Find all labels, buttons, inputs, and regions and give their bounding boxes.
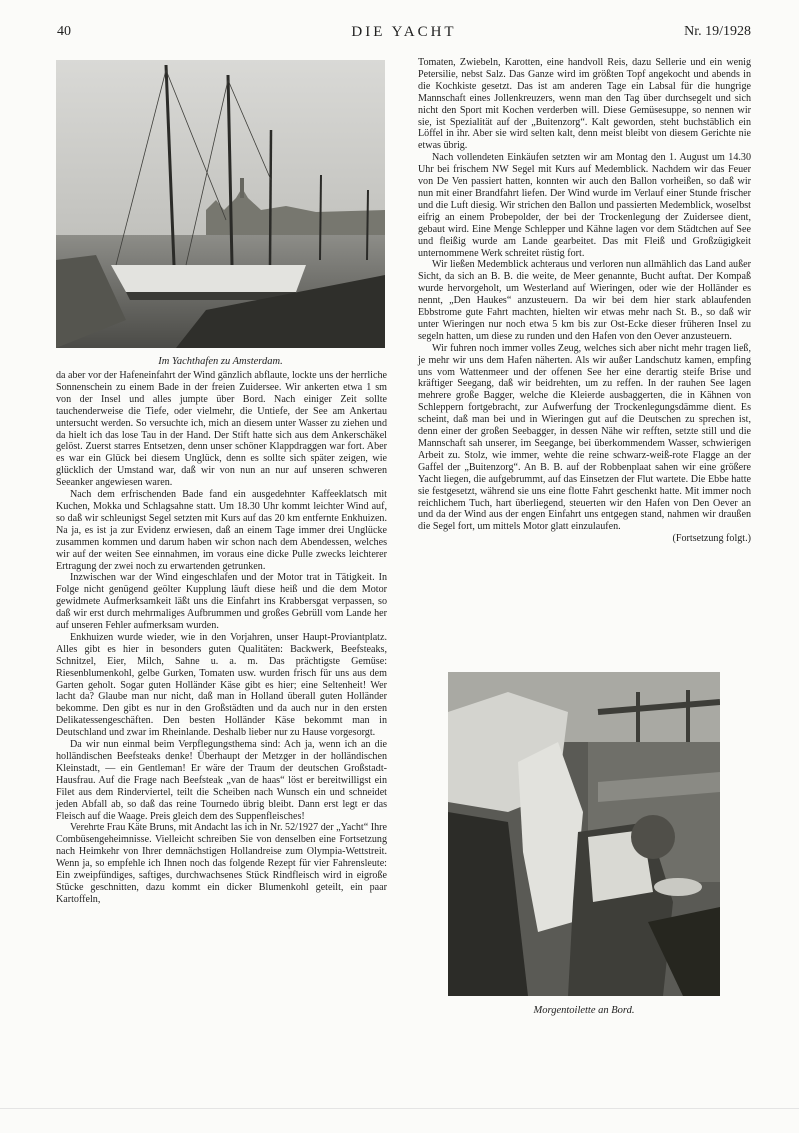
paragraph: Wir ließen Medemblick achteraus und verloren nun allmählich das Land außer Sicht, da sich an B. B. die weite, de Meer genannte, Bucht auftat. Der Kompaß wurde hervorgeholt, um Westerland auf Wieringen, oder wie der Holländer es nennt, „Den Haukes“ anzusteuern. Da wir bei dem hier stark ablaufenden Ebbstrome gute Fahrt machten, hielten wir etwas mehr nach St. B., so daß wir unter Wieringen nur noch etwa 5 km bis zur Ost-Ecke dieser früheren Insel zu segeln hatten, um diese zu runden und den Hafen von den Oever anzusteuern. (418, 259, 751, 342)
harbour-illustration (56, 60, 385, 348)
page-header (57, 24, 751, 44)
paragraph: Enkhuizen wurde wieder, wie in den Vorjahren, unser Haupt-Proviantplatz. Alles gibt es hier in besonders guten Qualitäten: Backwerk, Beefsteaks, Schnitzel, Eier, Milch, Sahne u. a. m. Das prächtigste Gemüse: Riesenblumenkohl, gelbe Gurken, Tomaten usw. wurden frisch für uns aus dem Garten geholt. Sogar guten Holländer Käse gibt es hier; eine Seltenheit! Wer lacht da? Glaube man nur nicht, daß man in Holland überall guten Holländer bekomme. Den gibt es nur in den Großstädten und da auch nur in den ersten Delikatessengeschäften. Den besten Holländer Käse bekommt man in Deutschland und zwar im Rheinlande. Deshalb lieber nur zu Hause vorgesorgt. (56, 631, 387, 739)
amsterdam-photo-caption: Im Yachthafen zu Amsterdam. (158, 356, 283, 367)
amsterdam-harbour-photo (56, 60, 385, 348)
continued-note: (Fortsetzung folgt.) (672, 533, 751, 545)
paragraph: da aber vor der Hafeneinfahrt der Wind gänzlich abflaute, lockte uns der herrliche Sonnenschein zu einem Bade in der freien Zuidersee. Wir ankerten etwa 1 sm von der Insel und alles jumpte über Bord. Nach einiger Zeit sollte tauchenderweise die Tiefe, oder vielmehr, die Untiefe, der See am Ankertau untersucht werden. So versuchte ich, mich an diesem unter Wasser zu ziehen und da hielt ich das lose Tau in der Hand. Der Stift hatte sich aus dem Ankerschäkel gelöst. Zuerst starres Entsetzen, denn unser schöner Klappdraggen war fort. Aber es war ein Glück bei diesem Unglück, denn es sollte sich später zeigen, wie glücklich der Umstand war, daß wir von nun an nur auf unseren schweren Seeanker angewiesen waren. (56, 370, 387, 489)
right-column (418, 57, 751, 545)
paragraph: Nach dem erfrischenden Bade fand ein ausgedehnter Kaffeeklatsch mit Kuchen, Mokka und Schlagsahne statt. Um 18.30 Uhr kommt leichter Wind auf, so daß wir schleunigst Segel setzten mit Kurs auf das 20 km entfernte Enkhuizen. Na ja, es ist ja zur Evidenz erwiesen, daß an einem Tage immer drei Unglücke zusammen kommen und darum haben wir schon nach dem Abendessen, welches wir auf der weiten See einnahmen, im voraus eine dicke Pulle zwecks leichterer Ertragung der zwei noch zu erwartenden getrunken. (56, 489, 387, 572)
bottom-rule (0, 1108, 799, 1109)
paragraph: Verehrte Frau Käte Bruns, mit Andacht las ich in Nr. 52/1927 der „Yacht“ Ihre Combüsengeheimnisse. Vielleicht schreiben Sie von denselben eine Fortsetzung nach Heimkehr von Ihrer demnächstigen Hollandreise zum Olympia-Wettstreit. Wenn ja, so empfehle ich Ihnen noch das folgende Rezept für vier Fahrensleute: Ein zweipfündiges, saftiges, durchwachsenes Stück Rindfleisch wird in eigroße Stücke geschnitten, dazu kommt ein dicker Blumenkohl geteilt, ein paar Kartoffeln, (56, 822, 387, 905)
paragraph: Inzwischen war der Wind eingeschlafen und der Motor trat in Tätigkeit. In Folge nicht genügend geölter Kupplung läuft diese heiß und die dem Motor gewidmete Aufmerksamkeit läßt uns die Einfahrt ins Krabbersgat verpassen, so daß wir erst durch mehrmaliges Aufbrummen und großes Gebrüll vom Lande her auf unseren Fehler aufmerksam wurden. (56, 572, 387, 632)
paragraph: Nach vollendeten Einkäufen setzten wir am Montag den 1. August um 14.30 Uhr bei frischem NW Segel mit Kurs auf Medemblick. Nachdem wir das Feuer von De Ven passiert hatten, konnten wir auch den Ballon vorheißen, so daß wir nun mit einer Brandfahrt liefen. Der Wind wurde im Verlauf einer Stunde frischer und die Luft diesig. Wir strichen den Ballon und passierten Medemblick, woselbst eifrig an einem Probepolder, der bei der Trockenlegung der Zuidersee dient, gebaut wird. Eine Menge Schlepper und Kähne lagen vor dem Städtchen auf See und fleißig wurde am Lande gearbeitet. Das mit Fleiß und Großzügigkeit unternommene Werk schreitet rüstig fort. (418, 152, 751, 259)
page-number: 40 (57, 24, 71, 39)
paragraph: Da wir nun einmal beim Verpflegungsthema sind: Ach ja, wenn ich an die holländischen Beefsteaks denke! Überhaupt der Metzger in der holländischen Kleinstadt, — ein Gentleman! Er wäre der Traum der deutschen Großstadt-Hausfrau. Auf die Frage nach Beefsteak „van de haas“ löst er bereitwilligst ein Filet aus dem Rinderviertel, teilt die Scheiben nach Wunsch ein und schneidet jeden Abfall ab, so daß das reine Tournedo übrig bleibt. Dann erst legt er das Fleisch auf die Waage. Preis gleich dem des Suppenfleisches! (56, 739, 387, 822)
issue-number: Nr. 19/1928 (684, 24, 751, 39)
magazine-title: DIE YACHT (351, 24, 457, 40)
toilette-photo-caption: Morgentoilette an Bord. (533, 1005, 635, 1016)
paragraph: Wir fuhren noch immer volles Zeug, welches sich aber nicht mehr tragen ließ, je mehr wir uns dem Hafen näherten. Als wir außer Landschutz kamen, empfing uns vom Wattenmeer und der offenen See her eine derartig steife Brise und kräftiger Seegang, daß wir beidrehten, um zu reffen. In der rauhen See lagen mehrere große Bagger, welche die Kleierde ausbaggerten, die in Kähnen von Schleppern fortgebracht, zur Aufwerfung der Trockenlegungsdämme dient. Es scheint, daß man bei und in Wieringen gut auf die Deutschen zu sprechen ist, denn einer der großen Seebagger, in dessen Nähe wir refften, setzte still und die Mannschaft sah unserer, im Seegange, bei überkommendem Wasser, schwierigen Arbeit zu. Stolz, wie immer, wehte die reine schwarz-weiß-rote Flagge an der Gaffel der „Buitenzorg“. An B. B. auf der Robbenplaat sahen wir eine größere Yacht liegen, die aufgebrummt, auf das Einsetzen der Flut wartete. Die Ebbe hatte sie festgesetzt, während sie uns eine flotte Fahrt geschenkt hatte. Mit immer noch reichlichem Tuch, hart überliegend, steuerten wir den Hafen von Den Oever an und da der Wind aus der engen Einfahrt uns entgegen stand, nahmen wir draußen die Segel fort, um mittels Motor glatt einzulaufen. (418, 342, 751, 533)
left-column (56, 370, 387, 906)
boat-deck-illustration (448, 672, 720, 996)
paragraph: Tomaten, Zwiebeln, Karotten, eine handvoll Reis, dazu Sellerie und ein wenig Petersilie, nebst Salz. Das Ganze wird im größten Topf angekocht und abends in die Kochkiste gesetzt. Das ist am anderen Tage ein Labsal für die hungrige Mannschaft eines Jollenkreuzers, wenn man den Tag über durchsegelt und sich nicht den Sport mit Kochen verderben will. Diese Gemüsesuppe, so nennen wir sie, ist Spezialität auf der „Buitenzorg“. Kalt geworden, steht buchstäblich ein Löffel in ihr. Aber sie wird selten kalt, denn meist bleibt von diesem Gerichte nie etwas übrig. (418, 57, 751, 152)
morning-toilette-photo (448, 672, 720, 996)
